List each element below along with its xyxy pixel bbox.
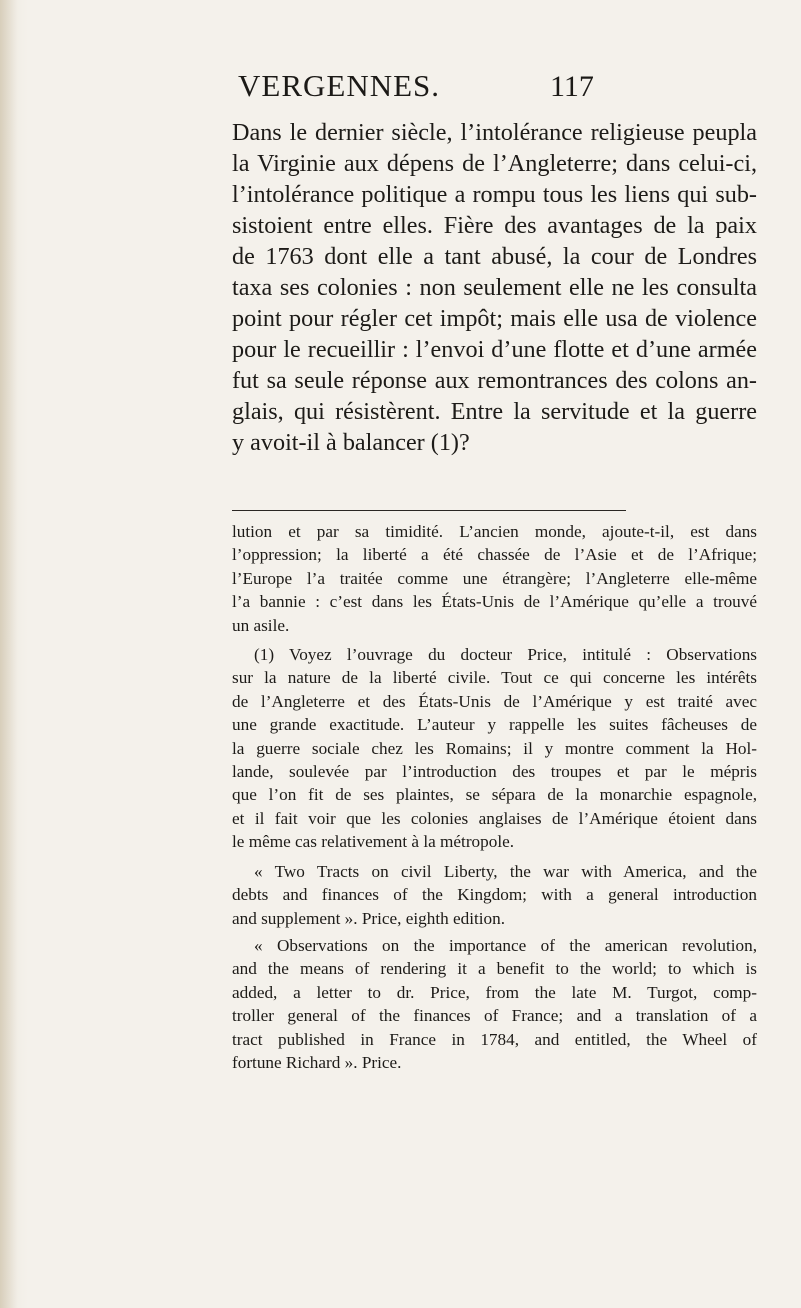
footnote-line: and the means of rendering it a benefit to the world; to which is — [232, 959, 757, 979]
footnote-line: (1) Voyez l’ouvrage du docteur Price, intitulé : Observations — [254, 645, 757, 665]
body-line: sistoient entre elles. Fière des avantages de la paix — [232, 212, 757, 239]
footnotes — [232, 520, 757, 1080]
page-header — [0, 68, 801, 108]
footnote-line: troller general of the finances of France; and a translation of a — [232, 1006, 757, 1026]
footnote-line: et il fait voir que les colonies anglaises de l’Amérique étoient dans — [232, 808, 757, 828]
footnote-line: and supplement ». Price, eighth edition. — [232, 908, 506, 928]
footnote-2 — [232, 860, 757, 930]
body-line: fut sa seule réponse aux remontrances des colons an- — [232, 367, 757, 394]
footnote-line: que l’on fit de ses plaintes, se sépara de la monarchie espagnole, — [232, 785, 757, 805]
main-paragraph — [232, 117, 757, 458]
body-line: Dans le dernier siècle, l’intolérance religieuse peupla — [232, 119, 757, 146]
page-number: 117 — [550, 70, 594, 103]
footnote-line: l’a bannie : c’est dans les États-Unis de l’Amérique qu’elle a trouvé — [232, 592, 757, 612]
footnote-line: « Two Tracts on civil Liberty, the war with America, and the — [254, 861, 757, 881]
footnote-line: added, a letter to dr. Price, from the late M. Turgot, comp- — [232, 982, 757, 1002]
page-gutter-shadow — [0, 0, 18, 1308]
footnote-3 — [232, 934, 757, 1074]
footnote-separator-rule — [232, 510, 626, 511]
footnote-line: fortune Richard ». Price. — [232, 1052, 402, 1072]
footnote-line: de l’Angleterre et des États-Unis de l’Amérique y est traité avec — [232, 691, 757, 711]
body-line: point pour régler cet impôt; mais elle usa de violence — [232, 305, 757, 332]
footnote-line: un asile. — [232, 615, 290, 635]
footnote-line: lution et par sa timidité. L’ancien monde, ajoute-t-il, est dans — [232, 522, 757, 541]
footnote-line: la guerre sociale chez les Romains; il y montre comment la Hol- — [232, 738, 757, 758]
footnote-continuation — [232, 520, 757, 637]
footnote-line: l’oppression; la liberté a été chassée de l’Asie et de l’Afrique; — [232, 545, 757, 565]
footnote-line: le même cas relativement à la métropole. — [232, 832, 515, 852]
body-line: y avoit-il à balancer (1)? — [232, 429, 470, 456]
footnote-1 — [232, 643, 757, 854]
body-line: l’intolérance politique a rompu tous les liens qui sub- — [232, 181, 757, 208]
body-line: taxa ses colonies : non seulement elle ne les consulta — [232, 274, 757, 301]
footnote-line: « Observations on the importance of the american revolution, — [254, 935, 757, 955]
footnote-line: sur la nature de la liberté civile. Tout ce qui concerne les intérêts — [232, 668, 757, 688]
footnote-line: l’Europe l’a traitée comme une étrangère; l’Angleterre elle-même — [232, 568, 757, 588]
running-title: VERGENNES. — [238, 68, 441, 103]
body-line: pour le recueillir : l’envoi d’une flotte et d’une armée — [232, 336, 757, 363]
footnote-line: debts and finances of the Kingdom; with a general introduction — [232, 885, 757, 905]
footnote-line: lande, soulevée par l’introduction des troupes et par le mépris — [232, 762, 757, 782]
body-line: de 1763 dont elle a tant abusé, la cour de Londres — [232, 243, 757, 270]
footnote-line: tract published in France in 1784, and entitled, the Wheel of — [232, 1029, 757, 1049]
body-line: la Virginie aux dépens de l’Angleterre; dans celui-ci, — [232, 150, 757, 177]
body-line: glais, qui résistèrent. Entre la servitude et la guerre — [232, 398, 757, 425]
footnote-line: une grande exactitude. L’auteur y rappelle les suites fâcheuses de — [232, 715, 757, 735]
